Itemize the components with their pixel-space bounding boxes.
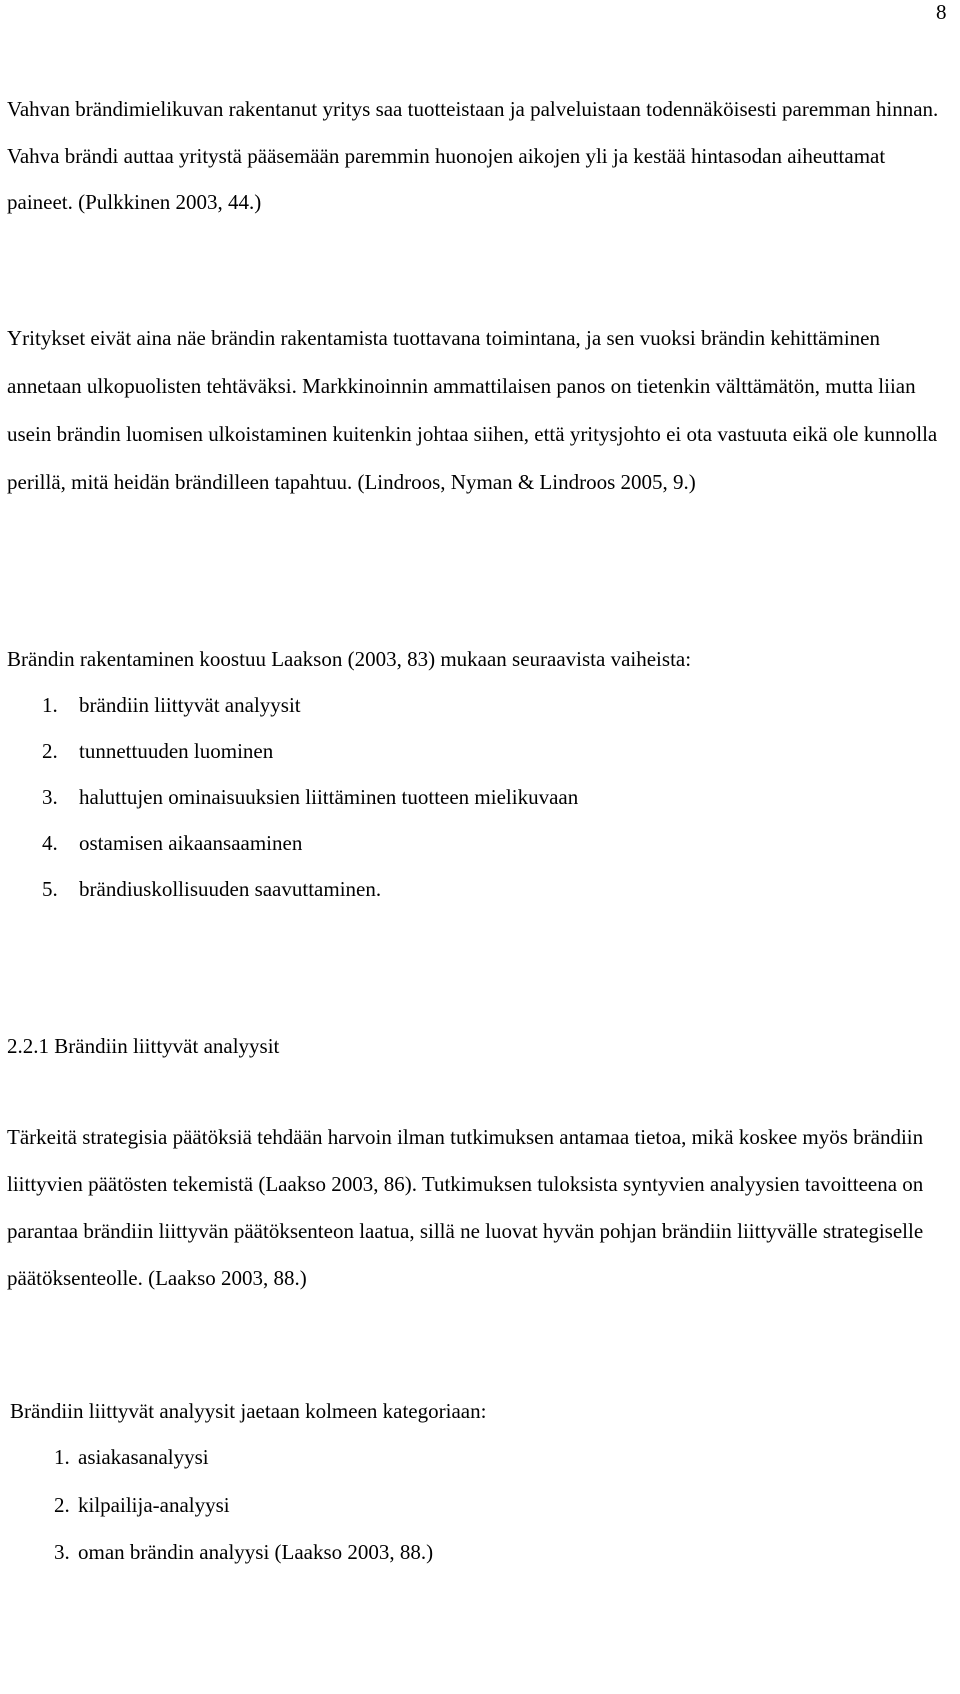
list-item-number: 2. [42,739,58,763]
list-item [42,820,578,866]
paragraph-brand-outsourcing: Yritykset eivät aina näe brändin rakentamista tuottavana toimintana, ja sen vuoksi brändin kehittäminen annetaan ulkopuolisten tehtäväksi. Markkinoinnin ammattilaisen panos on tietenkin välttämätön, mutta liian usein brändin luomisen ulkoistaminen kuitenkin johtaa siihen, että yritysjohto ei ota vastuuta eikä ole kunnolla perillä, mitä heidän brändilleen tapahtuu. (Lindroos, Nyman & Lindroos 2005, 9.) [7,326,938,494]
list-item-number: 3. [54,1540,70,1564]
list-item-number: 1. [42,693,58,717]
list-item-text: brändiuskollisuuden saavuttaminen. [79,877,382,901]
list-item-text: haluttujen ominaisuuksien liittäminen tuotteen mielikuvaan [79,785,579,809]
list-item-text: tunnettuuden luominen [79,739,274,763]
paragraph-brand-image: Vahvan brändimielikuvan rakentanut yritys saa tuotteistaan ja palveluistaan todennäköisesti paremman hinnan. Vahva brändi auttaa yritystä pääsemään paremmin huonojen aikojen yli ja kestää hintasodan aiheuttamat paineet. (Pulkkinen 2003, 44.) [7,97,939,214]
paragraph-analyses: Tärkeitä strategisia päätöksiä tehdään harvoin ilman tutkimuksen antamaa tietoa, mikä koskee myös brändiin liittyvien päätösten tekemistä (Laakso 2003, 86). Tutkimuksen tuloksista syntyvien analyysien tavoitteena on parantaa brändiin liittyvän päätöksenteon laatua, sillä ne luovat hyvän pohjan brändiin liittyvälle strategiselle päätöksenteolle. (Laakso 2003, 88.) [7,1125,924,1290]
list-item [54,1434,433,1482]
list-item [42,866,578,912]
list-item-text: kilpailija-analyysi [78,1492,230,1517]
list-item-number: 3. [42,785,58,809]
list-item-text: asiakasanalyysi [78,1445,209,1469]
list-item [54,1529,433,1577]
section-heading: 2.2.1 Brändiin liittyvät analyysit [7,1034,280,1058]
list-item-text: ostamisen aikaansaaminen [79,831,303,855]
list-item-number: 4. [42,831,58,855]
list-item-number: 1. [54,1445,70,1469]
list-item [42,728,578,774]
list-item [54,1482,433,1530]
brand-building-steps-list [42,682,578,912]
list-item-text: brändiin liittyvät analyysit [79,693,301,717]
analysis-categories-list [54,1434,433,1577]
list-intro-brand-building: Brändin rakentaminen koostuu Laakson (2003, 83) mukaan seuraavista vaiheista: [7,647,692,671]
list-intro-analysis-categories: Brändiin liittyvät analyysit jaetaan kolmeen kategoriaan: [10,1399,487,1423]
list-item-number: 5. [42,877,58,901]
list-item-number: 2. [54,1492,70,1517]
page-number: 8 [936,0,947,24]
list-item [42,682,578,728]
list-item-text: oman brändin analyysi (Laakso 2003, 88.) [78,1540,434,1564]
list-item [42,774,578,820]
